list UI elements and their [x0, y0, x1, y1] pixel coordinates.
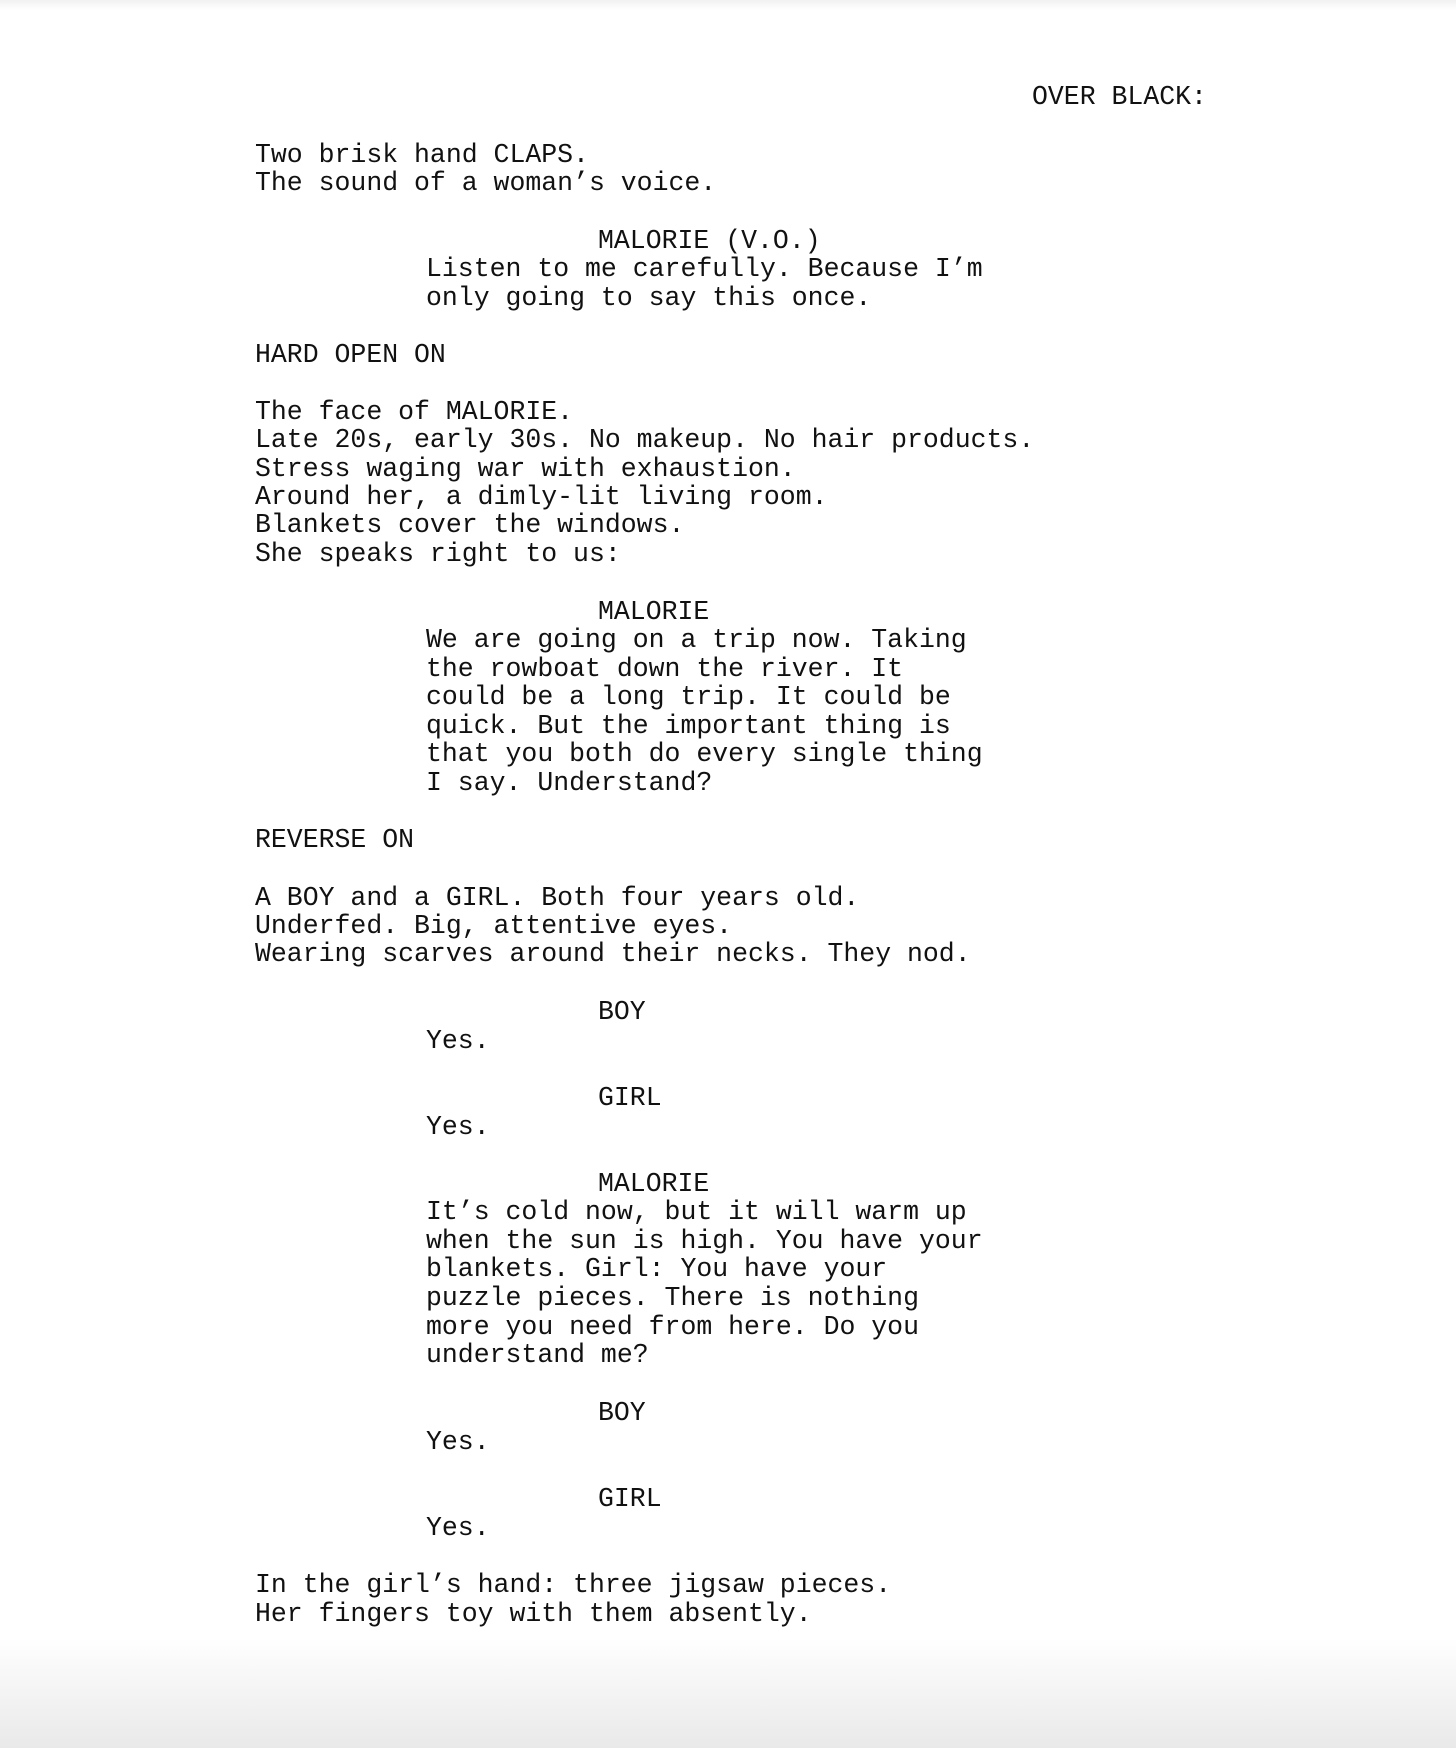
action-line: Wearing scarves around their necks. They nod.: [255, 939, 971, 969]
character-cue: BOY: [598, 1398, 646, 1428]
dialogue-line: Yes.: [426, 1513, 490, 1543]
character-cue: BOY: [598, 997, 646, 1027]
dialogue-line: It’s cold now, but it will warm up: [426, 1197, 967, 1227]
character-cue: MALORIE: [598, 1169, 710, 1199]
action-line: Underfed. Big, attentive eyes.: [255, 911, 733, 941]
action-line: The sound of a woman’s voice.: [255, 168, 717, 198]
action-line: A BOY and a GIRL. Both four years old.: [255, 883, 860, 913]
action-line: In the girl’s hand: three jigsaw pieces.: [255, 1570, 892, 1600]
action-line: Late 20s, early 30s. No makeup. No hair products.: [255, 425, 1035, 455]
scene-direction: REVERSE ON: [255, 825, 415, 855]
dialogue-line: only going to say this once.: [426, 283, 872, 313]
action-line: Her fingers toy with them absently.: [255, 1599, 812, 1629]
character-cue: GIRL: [598, 1484, 662, 1514]
dialogue-line: more you need from here. Do you: [426, 1312, 919, 1342]
dialogue-line: Yes.: [426, 1112, 490, 1142]
dialogue-line: quick. But the important thing is: [426, 711, 951, 741]
dialogue-line: Listen to me carefully. Because I’m: [426, 254, 983, 284]
dialogue-line: could be a long trip. It could be: [426, 682, 951, 712]
action-line: Stress waging war with exhaustion.: [255, 454, 796, 484]
dialogue-line: Yes.: [426, 1427, 490, 1457]
dialogue-line: I say. Understand?: [426, 768, 713, 798]
action-line: Around her, a dimly-lit living room.: [255, 482, 828, 512]
action-line: She speaks right to us:: [255, 539, 621, 569]
action-line: Blankets cover the windows.: [255, 510, 685, 540]
action-line: Two brisk hand CLAPS.: [255, 140, 589, 170]
dialogue-line: blankets. Girl: You have your: [426, 1254, 888, 1284]
character-cue: GIRL: [598, 1083, 662, 1113]
dialogue-line: that you both do every single thing: [426, 739, 983, 769]
character-cue: MALORIE: [598, 597, 710, 627]
dialogue-line: We are going on a trip now. Taking: [426, 625, 967, 655]
dialogue-line: when the sun is high. You have your: [426, 1226, 983, 1256]
action-line: The face of MALORIE.: [255, 397, 574, 427]
dialogue-line: the rowboat down the river. It: [426, 654, 904, 684]
character-cue: MALORIE (V.O.): [598, 226, 821, 256]
transition-over-black: OVER BLACK:: [1032, 82, 1207, 112]
scene-direction: HARD OPEN ON: [255, 340, 446, 370]
page-edge-bottom: [0, 1638, 1456, 1748]
dialogue-line: puzzle pieces. There is nothing: [426, 1283, 919, 1313]
dialogue-line: understand me?: [426, 1340, 649, 1370]
dialogue-line: Yes.: [426, 1026, 490, 1056]
